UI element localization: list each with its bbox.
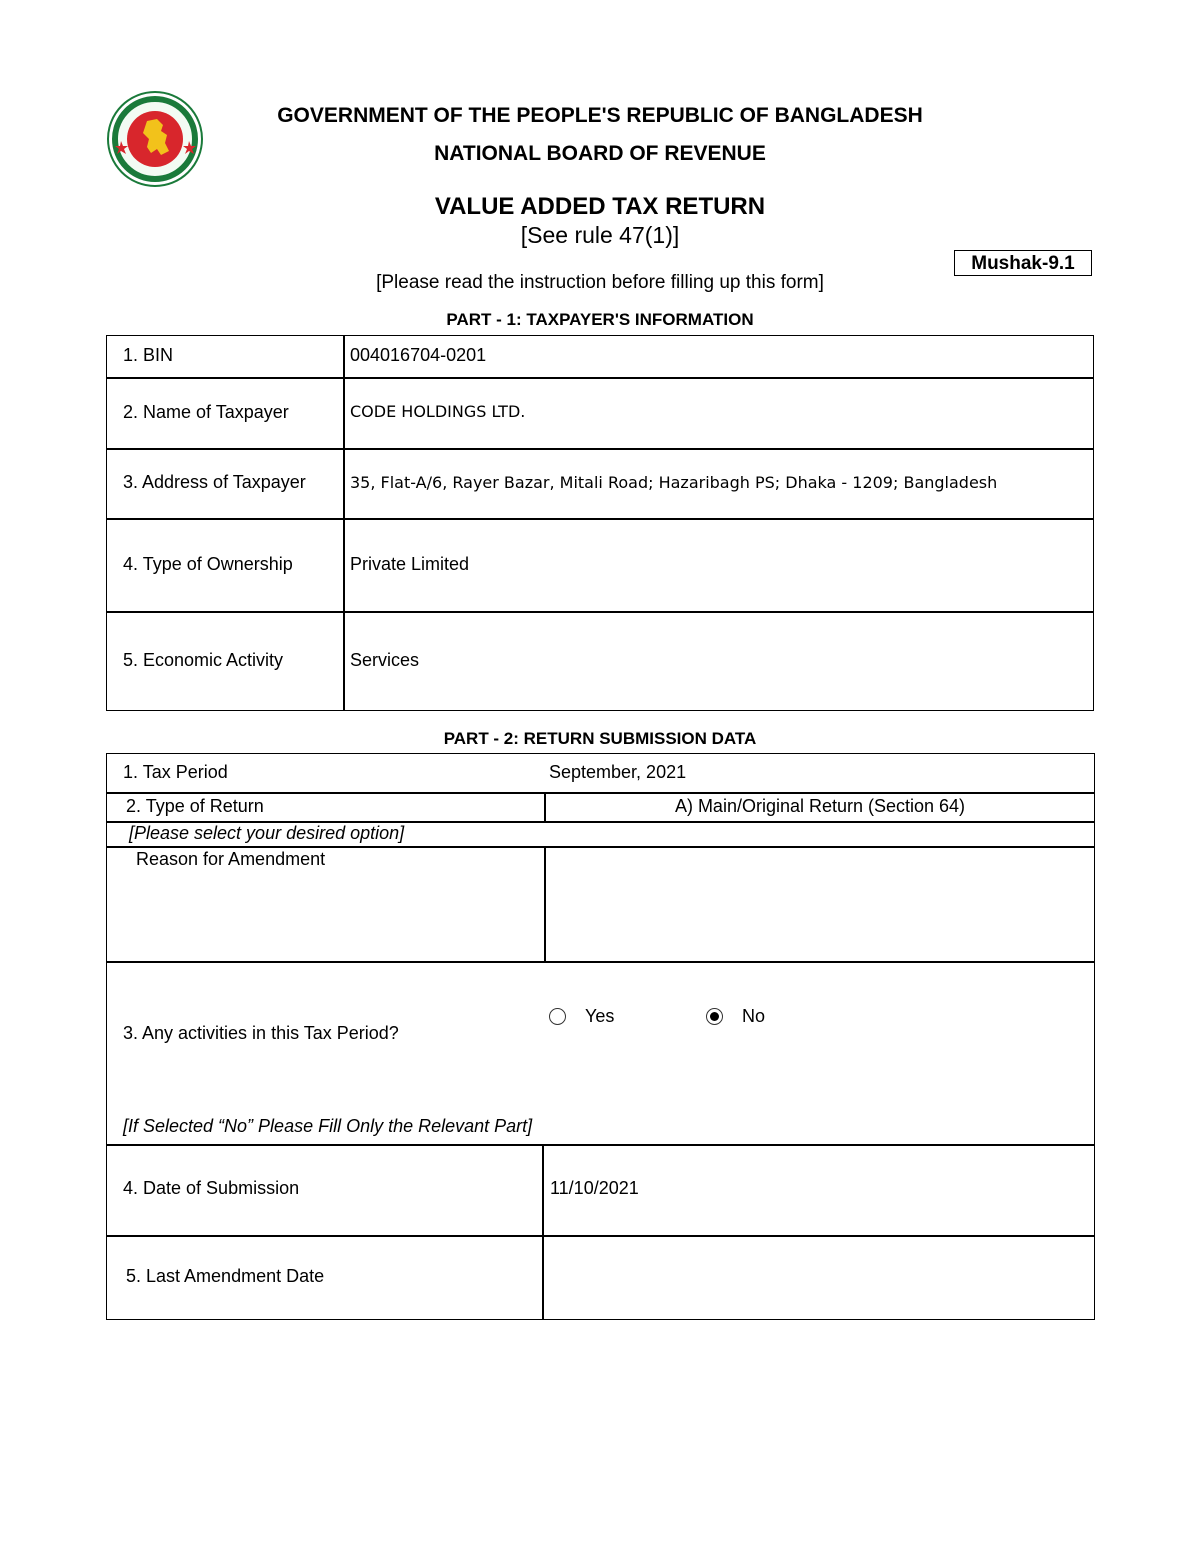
submission-date-label: 4. Date of Submission bbox=[123, 1178, 300, 1198]
amendment-reason-label: Reason for Amendment bbox=[136, 849, 326, 869]
activities-no-label: No bbox=[742, 1006, 766, 1026]
taxpayer-address-label: 3. Address of Taxpayer bbox=[123, 472, 306, 492]
amendment-reason-field[interactable] bbox=[552, 849, 1082, 949]
ownership-type-value: Private Limited bbox=[350, 554, 470, 574]
government-heading: GOVERNMENT OF THE PEOPLE'S REPUBLIC OF BANGLADESH bbox=[277, 104, 923, 127]
taxpayer-address-value: 35, Flat-A/6, Rayer Bazar, Mitali Road; Hazaribagh PS; Dhaka - 1209; Bangladesh bbox=[350, 473, 998, 492]
select-option-note: [Please select your desired option] bbox=[129, 823, 405, 843]
bin-label: 1. BIN bbox=[123, 345, 174, 365]
form-title: VALUE ADDED TAX RETURN bbox=[434, 193, 766, 220]
radio-selected-dot bbox=[710, 1012, 719, 1021]
tax-period-label: 1. Tax Period bbox=[123, 762, 228, 782]
board-heading: NATIONAL BOARD OF REVENUE bbox=[434, 142, 766, 165]
activities-yes-label: Yes bbox=[585, 1006, 615, 1026]
taxpayer-name-value: CODE HOLDINGS LTD. bbox=[350, 402, 526, 421]
bin-value: 004016704-0201 bbox=[350, 345, 487, 365]
part2-table bbox=[106, 753, 1095, 1320]
economic-activity-label: 5. Economic Activity bbox=[123, 650, 284, 670]
part1-title: PART - 1: TAXPAYER'S INFORMATION bbox=[446, 310, 754, 329]
form-instruction: [Please read the instruction before filling up this form] bbox=[376, 272, 824, 293]
submission-date-value[interactable]: 11/10/2021 bbox=[550, 1178, 639, 1198]
taxpayer-name-label: 2. Name of Taxpayer bbox=[123, 402, 289, 422]
part2-title: PART - 2: RETURN SUBMISSION DATA bbox=[443, 729, 757, 748]
tax-period-value: September, 2021 bbox=[549, 762, 687, 782]
form-number-badge: Mushak-9.1 bbox=[954, 250, 1092, 276]
return-type-select[interactable]: A) Main/Original Return (Section 64) bbox=[674, 796, 966, 816]
return-type-label: 2. Type of Return bbox=[126, 796, 264, 816]
ownership-type-label: 4. Type of Ownership bbox=[123, 554, 293, 574]
last-amendment-date-label: 5. Last Amendment Date bbox=[126, 1266, 325, 1286]
activities-question-label: 3. Any activities in this Tax Period? bbox=[123, 1023, 399, 1043]
economic-activity-value: Services bbox=[350, 650, 420, 670]
activities-note: [If Selected “No” Please Fill Only the Relevant Part] bbox=[123, 1116, 533, 1136]
activities-no-radio[interactable] bbox=[706, 1008, 723, 1025]
activities-yes-radio[interactable] bbox=[549, 1008, 566, 1025]
form-subtitle: [See rule 47(1)] bbox=[520, 222, 680, 248]
part1-table bbox=[106, 335, 1094, 711]
